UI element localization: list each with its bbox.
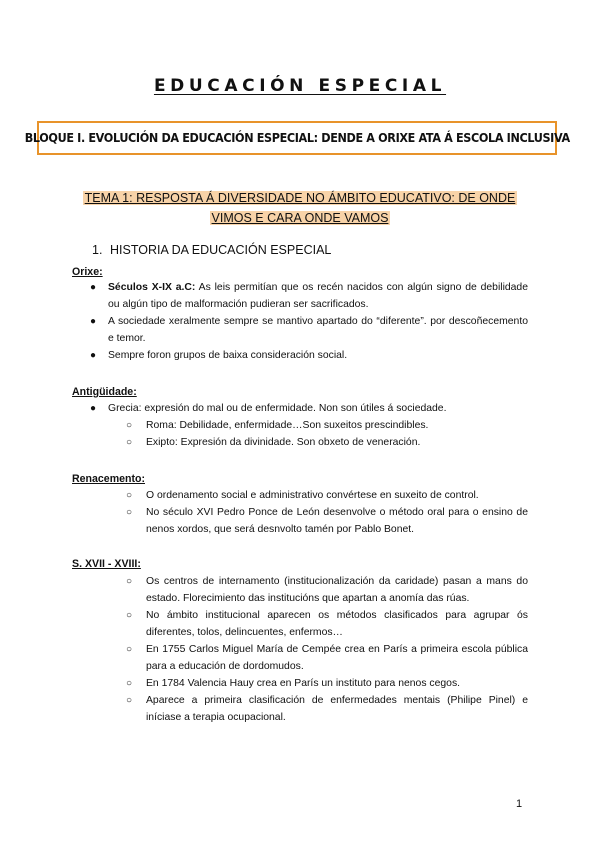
list-item-text: Aparece a primeira clasificación de enfermedades mentais (Philipe Pinel) e iníciase a terapia ocupacional.	[146, 695, 528, 723]
list-item-text: Exipto: Expresión da divinidade. Son obxeto de veneración.	[146, 437, 421, 448]
list-item-text: No século XVI Pedro Ponce de León desenvolve o método oral para o ensino de nenos xordos, que será desnvolto tamén por Pablo Bonet.	[146, 507, 528, 535]
renacemento-list	[126, 487, 528, 538]
bullet-hollow: ○	[126, 437, 133, 448]
bullet-hollow: ○	[126, 576, 133, 587]
bullet-filled: ●	[90, 403, 97, 414]
list-item-text: Sempre foron grupos de baixa consideración social.	[108, 350, 348, 361]
list-item	[126, 504, 528, 538]
list-item	[90, 347, 528, 364]
page-number: 1	[516, 798, 523, 810]
list-item-text: O ordenamento social e administrativo convértese en suxeito de control.	[146, 490, 479, 501]
heading-orixe: Orixe:	[72, 266, 103, 278]
orixe-list	[90, 279, 528, 364]
heading-renacemento: Renacemento:	[72, 473, 145, 485]
list-item	[126, 434, 528, 451]
bloque-banner	[24, 121, 570, 155]
list-item	[90, 279, 528, 313]
bullet-filled: ●	[90, 282, 97, 293]
bullet-hollow: ○	[126, 644, 133, 655]
list-item-text: Roma: Debilidade, enfermidade…Son suxeitos prescindibles.	[146, 420, 429, 431]
list-item-text: A sociedade xeralmente sempre se mantivo apartado do “diferente”. por descoñecemento e temor.	[108, 316, 528, 344]
document-title: EDUCACIÓN ESPECIAL	[153, 76, 447, 96]
bloque-title: BLOQUE I. EVOLUCIÓN DA EDUCACIÓN ESPECIAL: DENDE A ORIXE ATA Á ESCOLA INCLUSIVA	[24, 131, 570, 145]
section-title-text: HISTORIA DA EDUCACIÓN ESPECIAL	[110, 243, 332, 257]
list-item	[90, 313, 528, 347]
list-item-text: En 1784 Valencia Hauy crea en París un instituto para nenos cegos.	[146, 678, 461, 689]
bullet-filled: ●	[90, 316, 97, 327]
seculos-list	[126, 573, 528, 726]
list-item	[126, 641, 528, 675]
heading-seculos-xvii-xviii: S. XVII - XVIII:	[72, 558, 141, 570]
tema-title	[80, 188, 520, 228]
list-item-text: As leis permitían que os recén nacidos con algún signo de debilidade ou algún tipo de malformación pudieran ser sacrificados.	[108, 282, 528, 310]
antiguidade-list	[90, 400, 528, 417]
tema-title-line1: TEMA 1: RESPOSTA Á DIVERSIDADE NO ÁMBITO EDUCATIVO: DE ONDE	[84, 191, 516, 205]
list-item-text: Os centros de internamento (institucionalización da caridade) pasan a mans do estado. Florecimiento das institucións que apartan a anomía das rúas.	[146, 576, 528, 604]
list-item-bold: Séculos X-IX a.C:	[108, 282, 196, 293]
antiguidade-sublist	[126, 417, 528, 451]
list-item	[126, 675, 528, 692]
tema-title-line2: VIMOS E CARA ONDE VAMOS	[211, 211, 389, 225]
section-title	[92, 243, 331, 257]
list-item	[126, 573, 528, 607]
list-item	[90, 400, 528, 417]
list-item	[126, 487, 528, 504]
list-item-text: No ámbito institucional aparecen os métodos clasificados para agrupar ós diferentes, tolos, delincuentes, enfermos…	[146, 610, 528, 638]
list-item-text: En 1755 Carlos Miguel María de Cempée crea en París a primeira escola pública para a educación de dordomudos.	[146, 644, 528, 672]
bullet-hollow: ○	[126, 695, 133, 706]
bullet-hollow: ○	[126, 678, 133, 689]
list-item	[126, 692, 528, 726]
section-number: 1.	[92, 243, 103, 257]
list-item	[126, 607, 528, 641]
bullet-hollow: ○	[126, 610, 133, 621]
bullet-hollow: ○	[126, 420, 133, 431]
bullet-filled: ●	[90, 350, 97, 361]
heading-antiguidade: Antigüidade:	[72, 386, 137, 398]
list-item	[126, 417, 528, 434]
bullet-hollow: ○	[126, 507, 133, 518]
list-item-text: Grecia: expresión do mal ou de enfermidade. Non son útiles á sociedade.	[108, 403, 447, 414]
bullet-hollow: ○	[126, 490, 133, 501]
